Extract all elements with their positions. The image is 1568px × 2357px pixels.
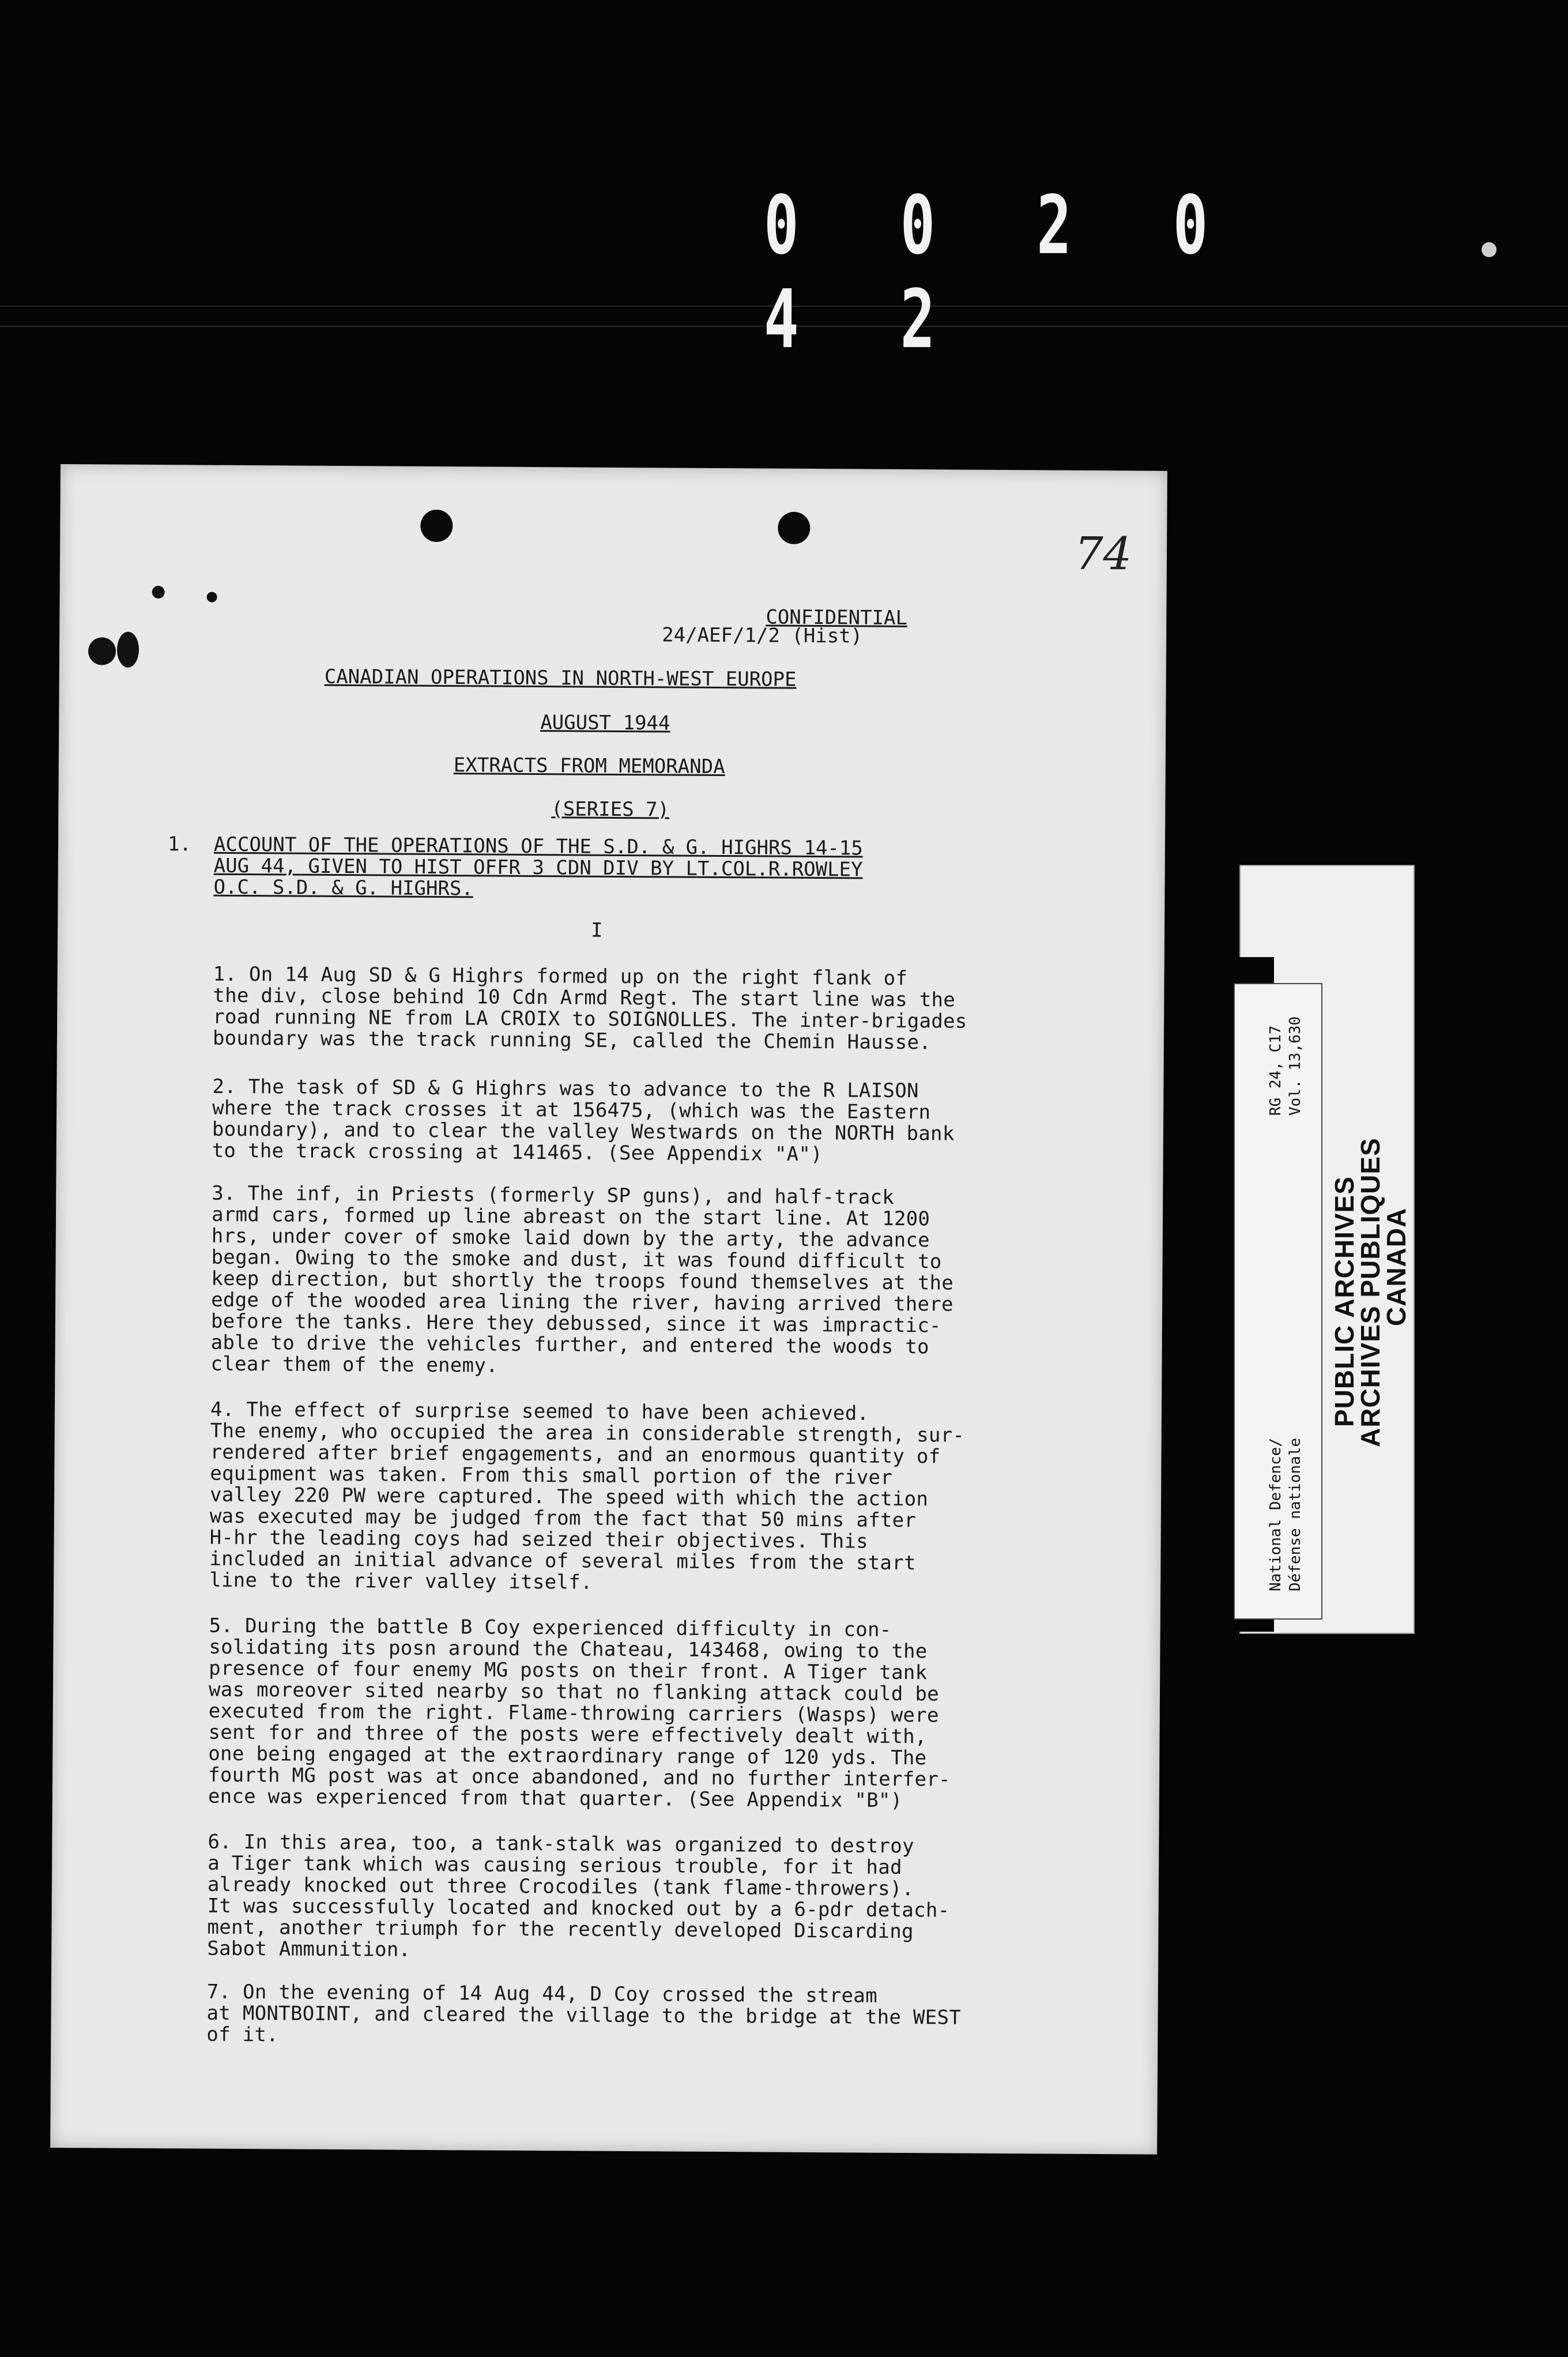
archive-ref-line-1: RG 24, C17 — [1267, 1025, 1284, 1116]
paragraph-5: 5. During the battle B Coy experienced difficulty in con- solidating its posn around the Chateau, 143468, owing to the presence of four enemy MG posts on their front. A Tiger tank was moreover sited nearby so that no flanking attack could be executed from the right. Flame-throwing carriers (Wasps) were sent for and three of the posts were effectively dealt with, one being engaged at the extraordinary range of 120 yds. The fourth MG post was at once abandoned, and no further interfer- ence was experienced from that quarter. (See Appendix "B") — [208, 1614, 951, 1812]
archive-name-line-1: PUBLIC ARCHIVES — [1329, 1176, 1359, 1427]
paragraph-1: 1. On 14 Aug SD & G Highrs formed up on the right flank of the div, close behind 10 Cdn Armd Regt. The start line was the road running NE from LA CROIX to SOIGNOLLES. The inter-brigades boundary was the track running SE, called the Chemin Hausse. — [212, 962, 967, 1055]
series-label: (SERIES 7) — [551, 797, 670, 822]
department-line-2: Défense nationale — [1287, 1437, 1304, 1591]
section-marker: I — [590, 918, 603, 942]
paragraph-4: 4. The effect of surprise seemed to have been achieved. The enemy, who occupied the area in considerable strength, sur- rendered after brief engagements, and an enormous quantity of equipment was taken. From this small portion of the river valley 220 PW were captured. The speed with which the action was executed may be judged from the fact that 50 mins after H-hr the leading coys had seized their objectives. This included an initial advance of several miles from the start line to the river valley itself. — [209, 1398, 965, 1594]
paragraph-3: 3. The inf, in Priests (formerly SP guns), and half-track armd cars, formed up line abreast on the start line. At 1200 hrs, under cover of smoke laid down by the arty, the advance began. Owing to the smoke and dust, it was found difficult to keep direction, but shortly the troops found themselves at the edge of the wooded area lining the river, having arrived there before the tanks. Here they debussed, since it was impractic- able to drive the vehicles further, and entered the woods to clear them of the enemy. — [210, 1181, 954, 1377]
frame-number: 0 0 2 0 4 2 — [764, 179, 1242, 367]
ink-blot — [207, 592, 217, 603]
document-title: CANADIAN OPERATIONS IN NORTH-WEST EUROPE — [324, 665, 797, 691]
punch-hole-right — [778, 512, 810, 544]
paragraph-7: 7. On the evening of 14 Aug 44, D Coy crossed the stream at MONTBOINT, and cleared the village to the bridge at the WEST of it. — [206, 1980, 962, 2047]
ink-blot — [88, 637, 116, 665]
item-title: ACCOUNT OF THE OPERATIONS OF THE S.D. & G. HIGHRS 14-15 AUG 44, GIVEN TO HIST OFFR 3 CDN DIV BY LT.COL.R.ROWLEY O.C. S.D. & G. HIGHRS. — [213, 833, 863, 901]
document-page — [50, 464, 1167, 2155]
archive-ref-line-2: Vol. 13,630 — [1287, 1016, 1304, 1116]
handwritten-page-number: 74 — [1074, 528, 1132, 581]
ink-blot — [117, 632, 139, 668]
archive-name-line-2: ARCHIVES PUBLIQUES — [1355, 1138, 1385, 1447]
item-number: 1. — [167, 833, 192, 856]
ink-blot — [152, 586, 165, 598]
department-line-1: National Defence/ — [1267, 1437, 1284, 1591]
classification-label: CONFIDENTIAL — [766, 605, 908, 630]
document-month: AUGUST 1944 — [540, 711, 670, 735]
paragraph-2: 2. The task of SD & G Highrs was to advance to the R LAISON where the track crosses it at 156475, (which was the Eastern boundary), and to clear the valley Westwards on the NORTH bank to the track crossing at 141465. (See Appendix "A") — [212, 1075, 955, 1166]
punch-hole-left — [420, 510, 453, 542]
document-subtitle: EXTRACTS FROM MEMORANDA — [453, 754, 725, 779]
film-dot — [1482, 242, 1497, 257]
archive-name-line-3: CANADA — [1381, 1207, 1411, 1326]
paragraph-6: 6. In this area, too, a tank-stalk was organized to destroy a Tiger tank which was causing serious trouble, for it had already knocked out three Crocodiles (tank flame-throwers). It was successfully located and knocked out by a 6-pdr detach- ment, another triumph for the recently developed Discarding Sabot Ammunition. — [207, 1830, 950, 1961]
file-reference: 24/AEF/1/2 (Hist) — [662, 623, 863, 648]
